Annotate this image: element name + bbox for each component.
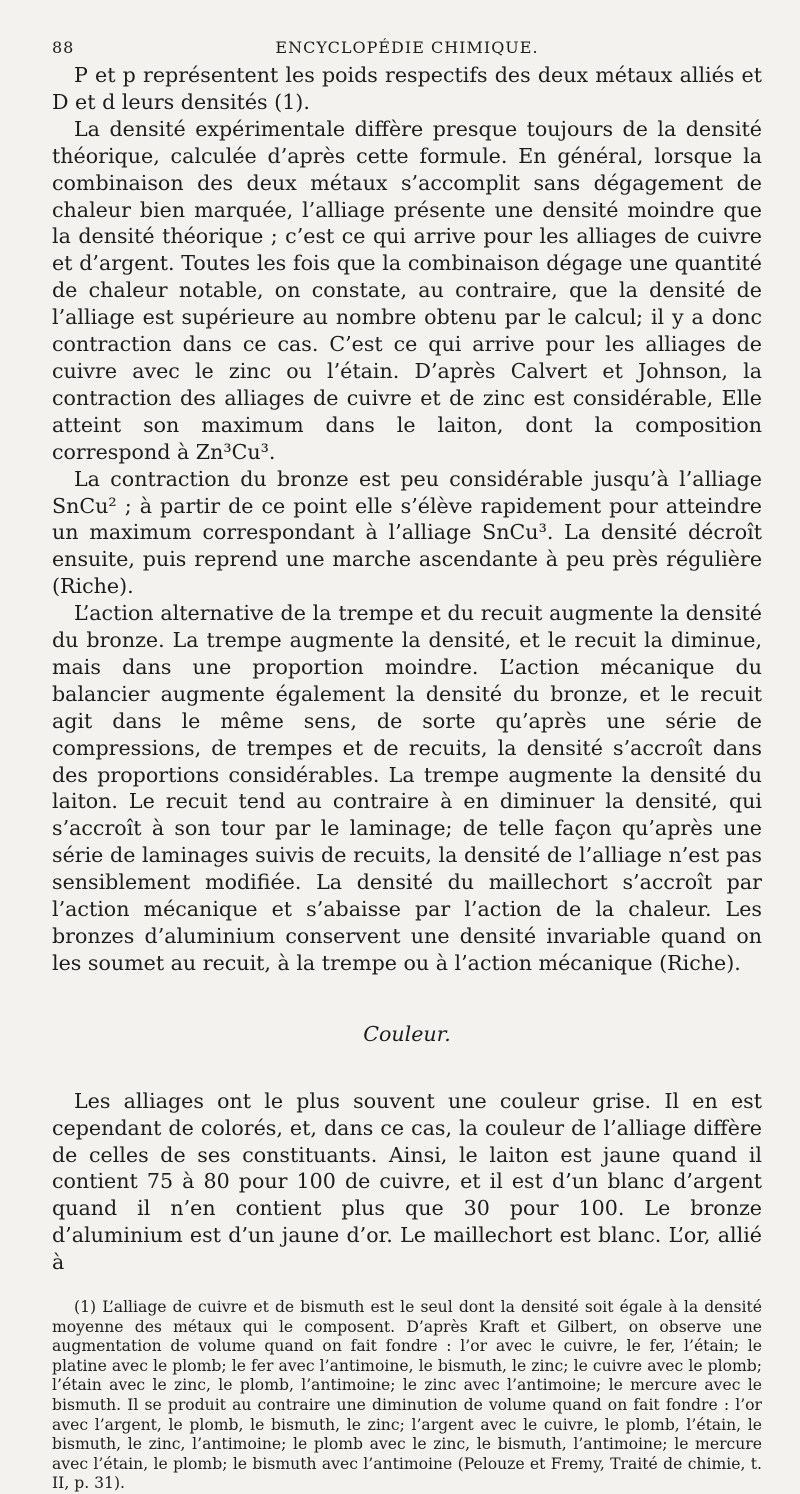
body-text xyxy=(52,62,762,1276)
page-number: 88 xyxy=(52,38,75,57)
footnote-text: (1) L’alliage de cuivre et de bismuth est le seul dont la densité soit égale à la densité moyenne des métaux qui le composent. D’après Kraft et Gilbert, on observe une augmentation de volume quand on fait fondre : l’or avec le cuivre, le fer, l’étain; le platine avec le plomb; le fer avec l’antimoine, le bismuth, le zinc; le cuivre avec le plomb; l’étain avec le zinc, le plomb, l’antimoine; le zinc avec l’antimoine; le mercure avec le bismuth. Il se produit au contraire une diminution de volume quand on fait fondre : l’or avec l’argent, le plomb, le bismuth, le zinc; l’argent avec le cuivre, le plomb, l’étain, le bismuth, le zinc, l’antimoine; le plomb avec le zinc, le bismuth, l’antimoine; le mercure avec l’étain, le plomb; le bismuth avec l’antimoine (Pelouze et Fremy, Traité de chimie, t. II, p. 31). xyxy=(52,1298,762,1493)
running-title: ENCYCLOPÉDIE CHIMIQUE. xyxy=(275,38,539,57)
paragraph-trempe-recuit: L’action alternative de la trempe et du recuit augmente la densité du bronze. La trempe augmente la densité, et le recuit la diminue, mais dans une proportion moindre. L’action mécanique du balancier augmente également la densité du bronze, et le recuit agit dans le même sens, de sorte qu’après une série de compressions, de trempes et de recuits, la densité s’accroît dans des proportions considérables. La trempe augmente la densité du laiton. Le recuit tend au contraire à en diminuer la densité, qui s’accroît à son tour par le laminage; de telle façon qu’après une série de laminages suivis de recuits, la densité de l’alliage n’est pas sensiblement modifiée. La densité du maillechort s’accroît par l’action mécanique et s’abaisse par l’action de la chaleur. Les bronzes d’aluminium conservent une densité invariable quand on les soumet au recuit, à la trempe ou à l’action mécanique (Riche). xyxy=(52,601,762,975)
page xyxy=(52,34,762,1494)
paragraph-bronze-contraction: La contraction du bronze est peu considérable jusqu’à l’alliage SnCu² ; à partir de ce point elle s’élève rapidement pour atteindre un maximum correspondant à l’alliage SnCu³. La densité décroît ensuite, puis reprend une marche ascendante à peu près régulière (Riche). xyxy=(52,466,762,599)
page-header xyxy=(52,34,762,62)
paragraph-couleur: Les alliages ont le plus souvent une couleur grise. Il en est cependant de colorés, et, dans ce cas, la couleur de l’alliage diffère de celles de ses constituants. Ainsi, le laiton est jaune quand il contient 75 à 80 pour 100 de cuivre, et il est d’un blanc d’argent quand il n’en contient plus que 30 pour 100. Le bronze d’aluminium est d’un jaune d’or. Le maillechort est blanc. L’or, allié à xyxy=(52,1088,762,1275)
section-title: Couleur. xyxy=(363,1021,451,1046)
paragraph-definitions: P et p représentent les poids respectifs des deux métaux alliés et D et d leurs densités (1). xyxy=(52,63,762,114)
footnote xyxy=(52,1298,762,1494)
paragraph-density-experimental: La densité expérimentale diffère presque toujours de la densité théorique, calculée d’après cette formule. En général, lorsque la combinaison des deux métaux s’accomplit sans dégagement de chaleur bien marquée, l’alliage présente une densité moindre que la densité théorique ; c’est ce qui arrive pour les alliages de cuivre et d’argent. Toutes les fois que la combinaison dégage une quantité de chaleur notable, on constate, au contraire, que la densité de l’alliage est supérieure au nombre obtenu par le calcul; il y a donc contraction dans ce cas. C’est ce qui arrive pour les alliages de cuivre avec le zinc ou l’étain. D’après Calvert et Johnson, la contraction des alliages de cuivre et de zinc est considérable, Elle atteint son maximum dans le laiton, dont la composition correspond à Zn³Cu³. xyxy=(52,116,762,464)
